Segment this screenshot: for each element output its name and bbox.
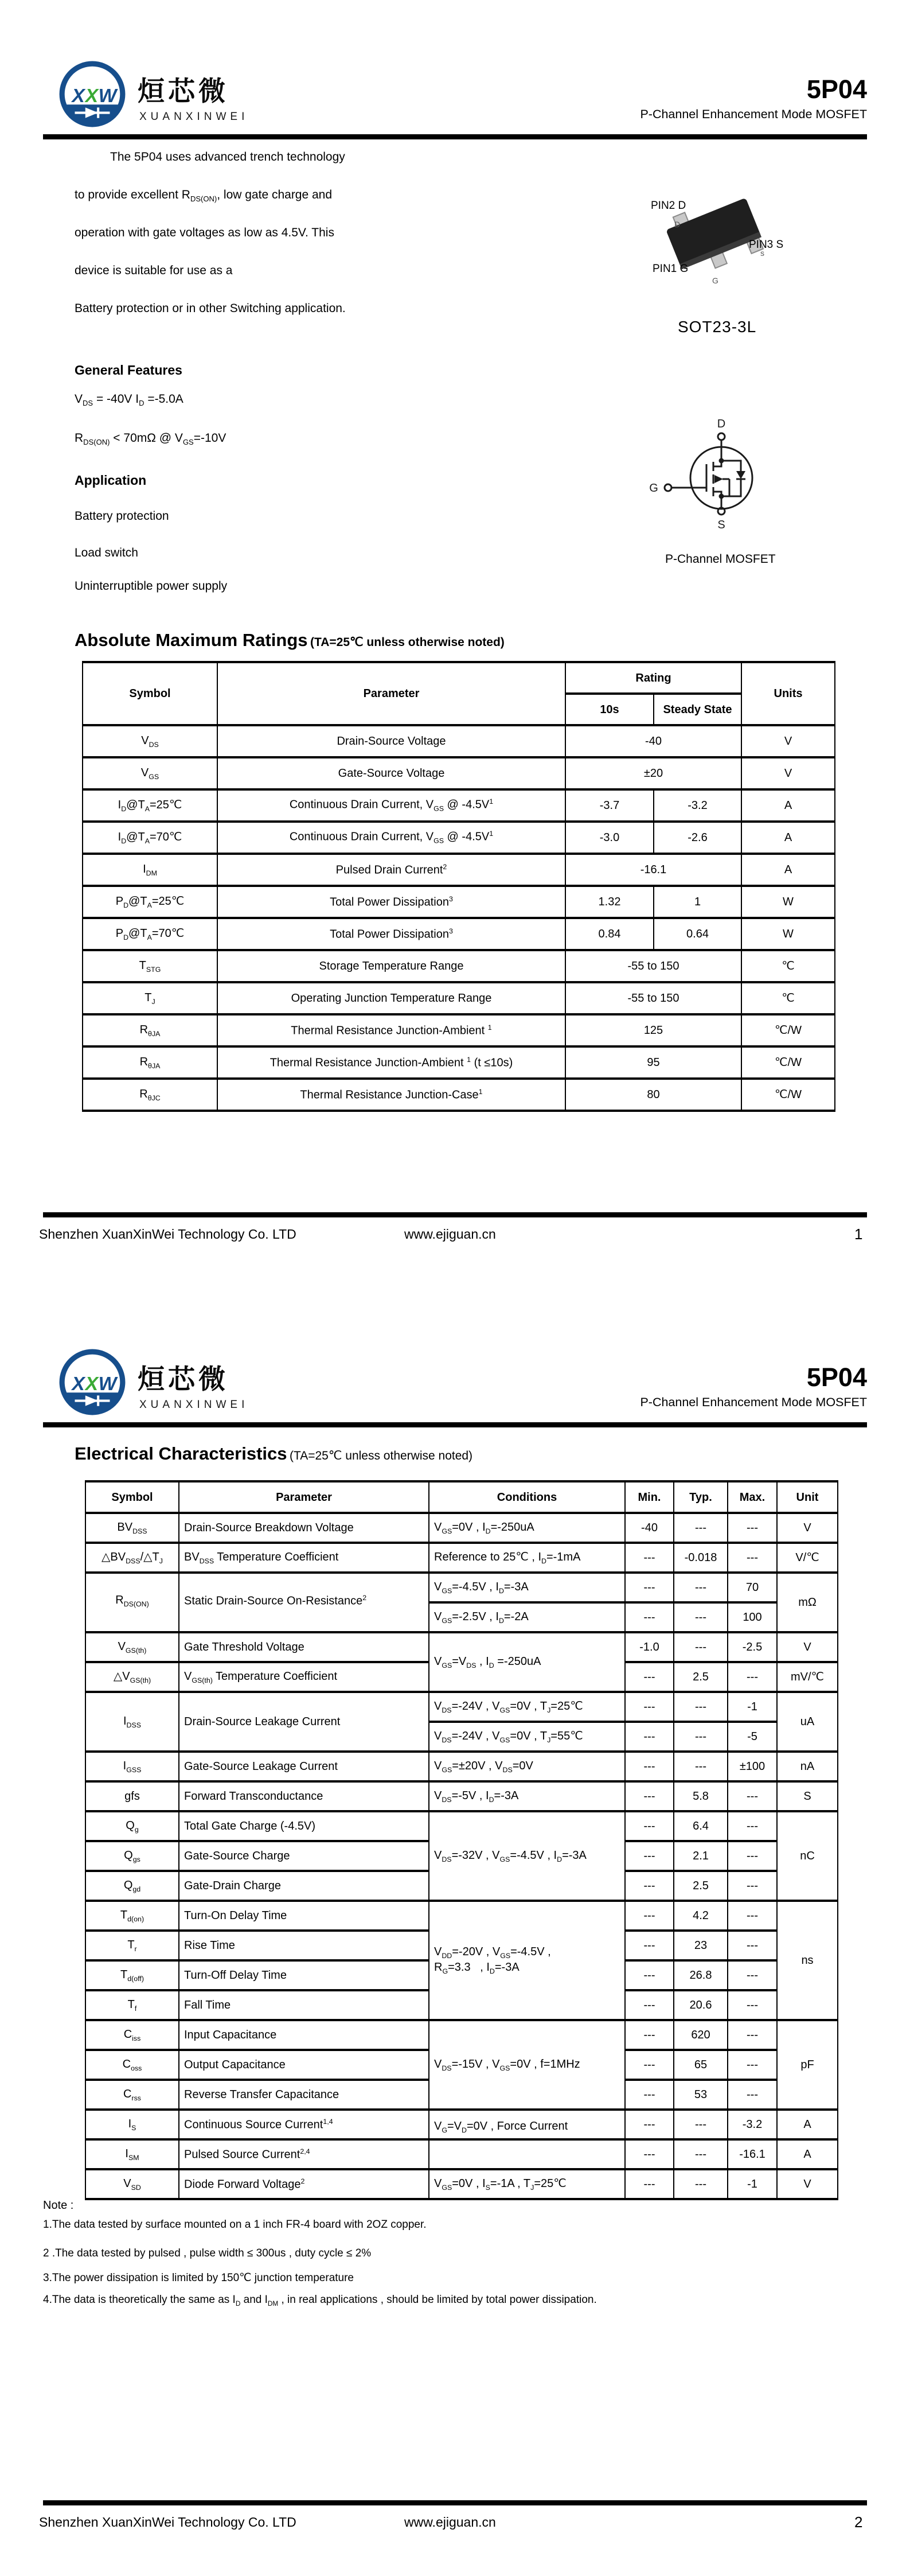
- td-max: -5: [728, 1722, 777, 1752]
- td-symbol: $V_{DS}$: [83, 725, 217, 757]
- pin2-label: PIN2 D: [651, 200, 686, 212]
- part-subtitle: P-Channel Enhancement Mode MOSFET: [640, 107, 867, 121]
- td-typ: 2.5: [674, 1871, 728, 1901]
- table-row: [85, 1573, 838, 1602]
- td-max: ---: [728, 1960, 777, 1990]
- note-item: 2 .The data tested by pulsed , pulse width ≤ 300us , duty cycle ≤ 2%: [43, 2247, 372, 2259]
- table-row: [83, 725, 835, 757]
- col-header-units: Units: [741, 662, 835, 725]
- td-symbol: $V_{GS}$: [83, 757, 217, 789]
- feature-line: $R_{DS(ON)} < 70m\Omega$ @ $V_{GS}=-10V$: [75, 431, 226, 447]
- pin1-label: PIN1 G: [653, 263, 689, 275]
- mosfet-symbol-figure: [642, 416, 803, 571]
- td-parameter: Gate-Drain Charge: [179, 1871, 429, 1901]
- td-min: ---: [625, 2080, 674, 2110]
- td-min: ---: [625, 1871, 674, 1901]
- td-symbol: $C_{iss}$: [85, 2020, 179, 2050]
- ec-title: Electrical Characteristics: [75, 1443, 287, 1464]
- td-units: ℃/W: [741, 1014, 835, 1046]
- td-max: ---: [728, 1990, 777, 2020]
- td-min: -40: [625, 1513, 674, 1543]
- td-typ: ---: [674, 2139, 728, 2169]
- td-parameter: Input Capacitance: [179, 2020, 429, 2050]
- td-parameter: $BV_{DSS}$ Temperature Coefficient: [179, 1543, 429, 1573]
- table-row: [85, 1513, 838, 1543]
- table-row: [83, 982, 835, 1014]
- td-rating: -40: [565, 725, 741, 757]
- td-max: -16.1: [728, 2139, 777, 2169]
- td-min: ---: [625, 2110, 674, 2139]
- table-header-row: [83, 662, 835, 694]
- col-header-steady-state: Steady State: [654, 694, 741, 725]
- td-parameter: Turn-Off Delay Time: [179, 1960, 429, 1990]
- ec-title-note: (TA=25℃ unless otherwise noted): [289, 1449, 473, 1462]
- td-parameter: Pulsed Source Current$^{2,4}$: [179, 2139, 429, 2169]
- td-parameter: Reverse Transfer Capacitance: [179, 2080, 429, 2110]
- td-rating: -16.1: [565, 854, 741, 886]
- package-figure: [625, 189, 872, 344]
- td-conditions: $V_{GS}=\pm 20V$ , $V_{DS}=0V$: [429, 1752, 625, 1781]
- td-min: ---: [625, 1602, 674, 1632]
- td-symbol: $I_D@T_A=25℃$: [83, 789, 217, 822]
- td-max: ±100: [728, 1752, 777, 1781]
- td-rating-10s: 0.84: [565, 918, 654, 950]
- td-parameter: Gate-Source Voltage: [217, 757, 565, 789]
- intro-line: operation with gate voltages as low as 4.5V. This: [75, 226, 334, 239]
- table-row: [85, 2139, 838, 2169]
- table-row: [85, 1543, 838, 1573]
- td-symbol: $I_{DSS}$: [85, 1692, 179, 1752]
- features-title: General Features: [75, 363, 182, 378]
- xuanxinwei-logo-icon: [57, 1347, 127, 1417]
- td-typ: 20.6: [674, 1990, 728, 2020]
- col-header-conditions: Conditions: [429, 1481, 625, 1513]
- td-symbol: $I_S$: [85, 2110, 179, 2139]
- td-symbol: $I_{DM}$: [83, 854, 217, 886]
- col-header-parameter: Parameter: [179, 1481, 429, 1513]
- td-parameter: Total Power Dissipation$^3$: [217, 918, 565, 950]
- table-row: [83, 1014, 835, 1046]
- td-rating-steady: 1: [654, 886, 741, 918]
- table-row: [85, 2169, 838, 2199]
- td-parameter: Forward Transconductance: [179, 1781, 429, 1811]
- table-row: [83, 1079, 835, 1111]
- td-symbol: $C_{rss}$: [85, 2080, 179, 2110]
- logo-monogram-x2: X: [85, 85, 99, 107]
- td-unit: nA: [777, 1752, 838, 1781]
- td-min: ---: [625, 1752, 674, 1781]
- td-parameter: Fall Time: [179, 1990, 429, 2020]
- td-rating-steady: -2.6: [654, 822, 741, 854]
- table-row: [83, 854, 835, 886]
- td-min: ---: [625, 1931, 674, 1960]
- table-row: [85, 1752, 838, 1781]
- td-units: A: [741, 854, 835, 886]
- td-symbol: $P_D@T_A=25℃$: [83, 886, 217, 918]
- header-rule: [43, 134, 867, 139]
- td-typ: -0.018: [674, 1543, 728, 1573]
- td-parameter: Continuous Source Current$^{1,4}$: [179, 2110, 429, 2139]
- td-symbol: $T_J$: [83, 982, 217, 1014]
- td-symbol: $T_{d(on)}$: [85, 1901, 179, 1931]
- col-header-parameter: Parameter: [217, 662, 565, 725]
- td-units: A: [741, 789, 835, 822]
- td-conditions: $V_{DS}=-24V$ , $V_{GS}=0V$ , $T_J=25℃$: [429, 1692, 625, 1722]
- td-symbol: $C_{oss}$: [85, 2050, 179, 2080]
- td-typ: ---: [674, 1752, 728, 1781]
- table-row: [85, 1781, 838, 1811]
- td-min: ---: [625, 1901, 674, 1931]
- td-parameter: Gate-Source Charge: [179, 1841, 429, 1871]
- td-typ: 6.4: [674, 1811, 728, 1841]
- td-max: ---: [728, 2020, 777, 2050]
- brand-name-chinese: 烜芯微: [138, 76, 229, 106]
- td-max: -1: [728, 2169, 777, 2199]
- td-typ: 26.8: [674, 1960, 728, 1990]
- p-channel-mosfet-symbol-icon: [642, 416, 803, 551]
- td-unit: mV/℃: [777, 1662, 838, 1692]
- package-name: SOT23-3L: [678, 318, 757, 336]
- pad-label-g: G: [712, 276, 718, 285]
- td-symbol: $Q_g$: [85, 1811, 179, 1841]
- td-parameter: Diode Forward Voltage$^2$: [179, 2169, 429, 2199]
- td-unit: S: [777, 1781, 838, 1811]
- td-unit: A: [777, 2110, 838, 2139]
- td-conditions: $V_G=V_D=0V$ , Force Current: [429, 2110, 625, 2139]
- table-row: [83, 886, 835, 918]
- td-parameter: Thermal Resistance Junction-Ambient $^1$ (t ≤10s): [217, 1046, 565, 1079]
- td-min: ---: [625, 2020, 674, 2050]
- td-typ: 5.8: [674, 1781, 728, 1811]
- application-title: Application: [75, 473, 147, 488]
- td-unit: V: [777, 1513, 838, 1543]
- td-units: V: [741, 757, 835, 789]
- td-symbol: $I_D@T_A=70℃$: [83, 822, 217, 854]
- td-conditions: $V_{GS}=-2.5V$ , $I_D=-2A$: [429, 1602, 625, 1632]
- td-parameter: Thermal Resistance Junction-Ambient $^1$: [217, 1014, 565, 1046]
- table-row: [85, 1811, 838, 1841]
- brand-name-chinese: 烜芯微: [138, 1364, 229, 1394]
- td-typ: 2.1: [674, 1841, 728, 1871]
- footer-page-number: 1: [854, 1225, 863, 1243]
- td-conditions: $V_{DS}=-15V$ , $V_{GS}=0V$ , f=1MHz: [429, 2020, 625, 2110]
- note-item: 4.The data is theoretically the same as $I_D$ and $I_{DM}$ , in real applications , should be limited by total power dissipation.: [43, 2294, 597, 2307]
- table-row: [85, 2020, 838, 2050]
- td-typ: 53: [674, 2080, 728, 2110]
- part-number: 5P04: [806, 75, 867, 104]
- td-parameter: Storage Temperature Range: [217, 950, 565, 982]
- td-typ: ---: [674, 1722, 728, 1752]
- td-conditions: $V_{GS}=V_{DS}$ , $I_D =-250uA$: [429, 1632, 625, 1692]
- td-min: ---: [625, 2139, 674, 2169]
- td-units: ℃/W: [741, 1046, 835, 1079]
- td-min: ---: [625, 1573, 674, 1602]
- td-parameter: Static Drain-Source On-Resistance$^2$: [179, 1573, 429, 1632]
- electrical-characteristics-table: [85, 1480, 838, 2200]
- td-typ: 2.5: [674, 1662, 728, 1692]
- td-parameter: Operating Junction Temperature Range: [217, 982, 565, 1014]
- td-symbol: $P_D@T_A=70℃$: [83, 918, 217, 950]
- note-item: 1.The data tested by surface mounted on a 1 inch FR-4 board with 2OZ copper.: [43, 2219, 427, 2231]
- col-header-unit: Unit: [777, 1481, 838, 1513]
- intro-line: Battery protection or in other Switching application.: [75, 302, 346, 315]
- td-typ: ---: [674, 1573, 728, 1602]
- td-conditions: $V_{GS}=-4.5V$ , $I_D=-3A$: [429, 1573, 625, 1602]
- td-parameter: Gate Threshold Voltage: [179, 1632, 429, 1662]
- td-symbol: $R_{\theta JA}$: [83, 1014, 217, 1046]
- col-header-typ: Typ.: [674, 1481, 728, 1513]
- td-parameter: Rise Time: [179, 1931, 429, 1960]
- logo-monogram-x2: X: [85, 1373, 99, 1395]
- table-row: [83, 950, 835, 982]
- header-rule: [43, 1422, 867, 1427]
- td-symbol: $\triangle BV_{DSS}/\triangle T_J$: [85, 1543, 179, 1573]
- footer-website: www.ejiguan.cn: [404, 2515, 496, 2530]
- td-conditions: $V_{DS}=-32V$ , $V_{GS}=-4.5V$ , $I_D=-3A$: [429, 1811, 625, 1901]
- td-parameter: Total Power Dissipation$^3$: [217, 886, 565, 918]
- table-row: [85, 1632, 838, 1662]
- td-parameter: Thermal Resistance Junction-Case$^1$: [217, 1079, 565, 1111]
- terminal-label-g: G: [649, 482, 658, 495]
- td-typ: 65: [674, 2050, 728, 2080]
- td-symbol: $Q_{gs}$: [85, 1841, 179, 1871]
- absolute-maximum-ratings-table: [82, 661, 835, 1112]
- td-min: ---: [625, 2169, 674, 2199]
- td-parameter: Drain-Source Voltage: [217, 725, 565, 757]
- td-symbol: $BV_{DSS}$: [85, 1513, 179, 1543]
- td-max: ---: [728, 1871, 777, 1901]
- table-row: [83, 789, 835, 822]
- td-min: ---: [625, 1841, 674, 1871]
- td-parameter: Pulsed Drain Current$^2$: [217, 854, 565, 886]
- intro-line: The 5P04 uses advanced trench technology: [110, 150, 345, 164]
- td-max: ---: [728, 1662, 777, 1692]
- td-typ: ---: [674, 2110, 728, 2139]
- td-units: A: [741, 822, 835, 854]
- td-symbol: $T_{d(off)}$: [85, 1960, 179, 1990]
- td-unit: nC: [777, 1811, 838, 1901]
- td-rating-10s: -3.0: [565, 822, 654, 854]
- td-unit: uA: [777, 1692, 838, 1752]
- table-row: [83, 1046, 835, 1079]
- brand-name-english: XUANXINWEI: [139, 111, 249, 123]
- td-min: -1.0: [625, 1632, 674, 1662]
- td-min: ---: [625, 1811, 674, 1841]
- td-unit: ns: [777, 1901, 838, 2020]
- td-symbol: $I_{GSS}$: [85, 1752, 179, 1781]
- td-min: ---: [625, 2050, 674, 2080]
- td-parameter: Drain-Source Breakdown Voltage: [179, 1513, 429, 1543]
- td-units: ℃: [741, 950, 835, 982]
- footer-company: Shenzhen XuanXinWei Technology Co. LTD: [39, 1227, 296, 1242]
- intro-line: device is suitable for use as a: [75, 264, 233, 277]
- mosfet-symbol-caption: P-Channel MOSFET: [665, 552, 776, 566]
- td-typ: 23: [674, 1931, 728, 1960]
- td-min: ---: [625, 1990, 674, 2020]
- td-conditions: [429, 2139, 625, 2169]
- col-header-10s: 10s: [565, 694, 654, 725]
- td-rating: ±20: [565, 757, 741, 789]
- td-rating: -55 to 150: [565, 982, 741, 1014]
- logo-monogram-w: W: [98, 1373, 117, 1395]
- td-max: -1: [728, 1692, 777, 1722]
- td-rating: 125: [565, 1014, 741, 1046]
- table-row: [85, 1901, 838, 1931]
- td-parameter: $V_{GS(th)}$ Temperature Coefficient: [179, 1662, 429, 1692]
- td-parameter: Turn-On Delay Time: [179, 1901, 429, 1931]
- td-symbol: $R_{\theta JA}$: [83, 1046, 217, 1079]
- td-min: ---: [625, 1781, 674, 1811]
- part-number: 5P04: [806, 1363, 867, 1392]
- page-2: [0, 1288, 910, 2576]
- td-symbol: gfs: [85, 1781, 179, 1811]
- part-subtitle: P-Channel Enhancement Mode MOSFET: [640, 1395, 867, 1409]
- td-symbol: $V_{GS(th)}$: [85, 1632, 179, 1662]
- td-parameter: Gate-Source Leakage Current: [179, 1752, 429, 1781]
- td-parameter: Continuous Drain Current, $V_{GS}$ @ $-4.5V^1$: [217, 822, 565, 854]
- td-max: ---: [728, 1901, 777, 1931]
- application-item: Uninterruptible power supply: [75, 579, 228, 593]
- td-max: ---: [728, 1781, 777, 1811]
- td-parameter: Drain-Source Leakage Current: [179, 1692, 429, 1752]
- td-typ: 4.2: [674, 1901, 728, 1931]
- terminal-label-d: D: [717, 418, 726, 430]
- td-min: ---: [625, 1662, 674, 1692]
- td-symbol: $\triangle V_{GS(th)}$: [85, 1662, 179, 1692]
- table-row: [85, 2110, 838, 2139]
- td-rating-steady: 0.64: [654, 918, 741, 950]
- td-max: -3.2: [728, 2110, 777, 2139]
- td-conditions: $V_{GS}=0V$ , $I_S=-1A$ , $T_J=25℃$: [429, 2169, 625, 2199]
- td-max: -2.5: [728, 1632, 777, 1662]
- pin3-label: PIN3 S: [749, 239, 784, 251]
- table-header-row: [85, 1481, 838, 1513]
- td-symbol: $R_{DS(ON)}$: [85, 1573, 179, 1632]
- brand-name-english: XUANXINWEI: [139, 1399, 249, 1411]
- td-symbol: $R_{\theta JC}$: [83, 1079, 217, 1111]
- application-item: Load switch: [75, 546, 138, 559]
- footer-website: www.ejiguan.cn: [404, 1227, 496, 1242]
- col-header-symbol: Symbol: [85, 1481, 179, 1513]
- td-symbol: $T_f$: [85, 1990, 179, 2020]
- logo-monogram-x1: X: [72, 1373, 85, 1395]
- td-min: ---: [625, 1692, 674, 1722]
- col-header-symbol: Symbol: [83, 662, 217, 725]
- intro-line: to provide excellent $R_{DS(ON)}$, low gate charge and: [75, 188, 333, 204]
- td-typ: ---: [674, 1513, 728, 1543]
- td-units: W: [741, 918, 835, 950]
- td-rating: 80: [565, 1079, 741, 1111]
- td-max: 100: [728, 1602, 777, 1632]
- td-max: ---: [728, 1931, 777, 1960]
- td-typ: ---: [674, 1632, 728, 1662]
- td-max: ---: [728, 1841, 777, 1871]
- td-max: ---: [728, 2050, 777, 2080]
- td-symbol: $T_{STG}$: [83, 950, 217, 982]
- td-conditions: $V_{DD}=-20V$ , $V_{GS}=-4.5V$ , $R_G=3.3$ , $I_D=-3A$: [429, 1901, 625, 2020]
- td-units: ℃/W: [741, 1079, 835, 1111]
- terminal-label-s: S: [717, 519, 725, 531]
- td-units: W: [741, 886, 835, 918]
- td-max: ---: [728, 1543, 777, 1573]
- td-parameter: Total Gate Charge (-4.5V): [179, 1811, 429, 1841]
- td-unit: V: [777, 2169, 838, 2199]
- note-item: 3.The power dissipation is limited by 150℃ junction temperature: [43, 2272, 354, 2284]
- td-min: ---: [625, 1543, 674, 1573]
- td-conditions: Reference to 25℃ , $I_D=-1mA$: [429, 1543, 625, 1573]
- td-symbol: $V_{SD}$: [85, 2169, 179, 2199]
- td-symbol: $T_r$: [85, 1931, 179, 1960]
- td-unit: V/℃: [777, 1543, 838, 1573]
- td-unit: A: [777, 2139, 838, 2169]
- footer-rule: [43, 2500, 867, 2505]
- td-rating: 95: [565, 1046, 741, 1079]
- td-symbol: $Q_{gd}$: [85, 1871, 179, 1901]
- td-rating: -55 to 150: [565, 950, 741, 982]
- amr-title-note: (TA=25℃ unless otherwise noted): [310, 636, 505, 649]
- xuanxinwei-logo-icon: [57, 59, 127, 129]
- table-row: [83, 918, 835, 950]
- footer-company: Shenzhen XuanXinWei Technology Co. LTD: [39, 2515, 296, 2530]
- td-conditions: $V_{DS}=-24V$ , $V_{GS}=0V$ , $T_J=55℃$: [429, 1722, 625, 1752]
- table-row: [83, 757, 835, 789]
- td-typ: ---: [674, 1692, 728, 1722]
- td-units: V: [741, 725, 835, 757]
- col-header-rating: Rating: [565, 662, 741, 694]
- application-item: Battery protection: [75, 509, 169, 523]
- table-row: [83, 822, 835, 854]
- logo-monogram-x1: X: [72, 85, 85, 107]
- col-header-max: Max.: [728, 1481, 777, 1513]
- td-typ: ---: [674, 2169, 728, 2199]
- pad-label-d: D: [674, 220, 681, 229]
- col-header-min: Min.: [625, 1481, 674, 1513]
- td-max: 70: [728, 1573, 777, 1602]
- td-rating-10s: 1.32: [565, 886, 654, 918]
- td-rating-10s: -3.7: [565, 789, 654, 822]
- td-unit: V: [777, 1632, 838, 1662]
- td-typ: 620: [674, 2020, 728, 2050]
- logo-monogram-w: W: [98, 85, 117, 107]
- feature-line: $V_{DS} = -40V$ $I_D =-5.0A$: [75, 392, 183, 408]
- td-conditions: $V_{GS}=0V$ , $I_D=-250uA$: [429, 1513, 625, 1543]
- td-min: ---: [625, 1960, 674, 1990]
- td-unit: mΩ: [777, 1573, 838, 1632]
- table-row: [85, 1692, 838, 1722]
- footer-page-number: 2: [854, 2513, 863, 2531]
- td-unit: pF: [777, 2020, 838, 2110]
- td-max: ---: [728, 1811, 777, 1841]
- td-rating-steady: -3.2: [654, 789, 741, 822]
- td-min: ---: [625, 1722, 674, 1752]
- td-symbol: $I_{SM}$: [85, 2139, 179, 2169]
- td-parameter: Output Capacitance: [179, 2050, 429, 2080]
- pad-label-s: s: [760, 248, 764, 258]
- td-max: ---: [728, 1513, 777, 1543]
- td-typ: ---: [674, 1602, 728, 1632]
- td-conditions: $V_{DS}=-5V$ , $I_D=-3A$: [429, 1781, 625, 1811]
- td-units: ℃: [741, 982, 835, 1014]
- td-parameter: Continuous Drain Current, $V_{GS}$ @ $-4.5V^1$: [217, 789, 565, 822]
- amr-title: Absolute Maximum Ratings: [75, 630, 308, 650]
- td-max: ---: [728, 2080, 777, 2110]
- footer-rule: [43, 1212, 867, 1217]
- notes-title: Note :: [43, 2199, 74, 2212]
